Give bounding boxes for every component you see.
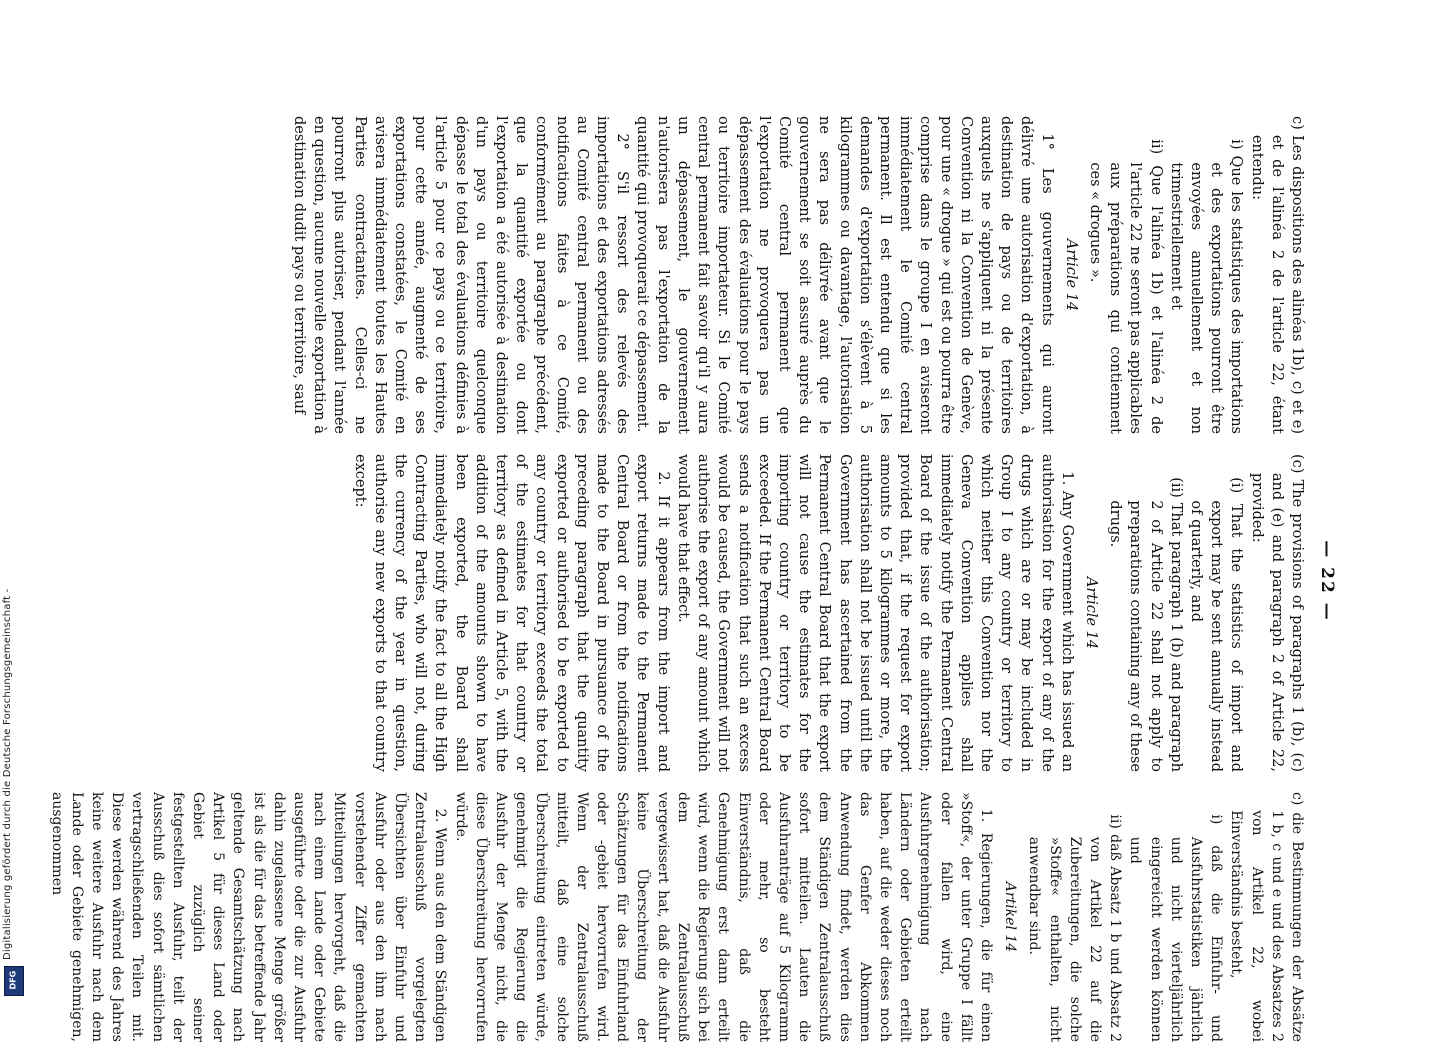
de-clause-c-ii: ii) daß Absatz 1 b und Absatz 2 von Artikel 22 auf die Zubereitungen, die solche »Stoffe« enthalten, nicht anwendbar sind. (1026, 814, 1124, 1042)
german-column (46, 792, 1307, 1042)
dfg-logo-icon (4, 966, 24, 996)
en-clause-c-ii: (ii) That paragraph 1 (b) and paragraph 2 of Article 22 shall not apply to preparations containing any of these drugs. (1107, 477, 1184, 772)
en-clause-c-i: (i) That the statistics of import and export may be sent annually instead of quarterly, and (1187, 477, 1245, 772)
rotated-document-page (48, 116, 1337, 1046)
fr-paragraph-1: 1° Les gouvernements qui auront délivré une autorisation d'exportation, à destination de pays ou de territoires auxquels ne s'appliquent ni la présente Convention ni la Convention de Genève, pour une « drogue » qui est ou pourra être comprise dans le groupe I en aviseront immédiatement le Comité central permanent. Il est entendu que si les demandes d'exportation s'élèvent à 5 kilogrammes ou davantage, l'autorisation ne sera pas délivrée avant que le gouvernement se soit assuré auprès du Comité central permanent que l'exportation ne provoquera pas un dépassement des évaluations pour le pays ou territoire importateur. Si le Comité central permanent fait savoir qu'il y aura un dépassement, le gouvernement n'autorisera pas l'exportation de la quantité qui provoquerait ce dépassement. (634, 116, 1055, 434)
de-clause-c-i: i) daß die Einfuhr- und Ausfuhrstatistiken jährlich und nicht vierteljährlich eingereicht werden können und (1127, 814, 1225, 1042)
en-clause-c: (c) The provisions of paragraphs 1 (b), (c) and (e) and paragraph 2 of Article 22, provided: (1248, 454, 1305, 772)
page-number: — 22 — (1317, 540, 1337, 622)
digitization-credit: Digitalisierung gefördert durch die Deutsche Forschungsgemeinschaft - (2, 588, 13, 960)
en-article-heading: Article 14 (1082, 576, 1099, 650)
en-paragraph-2: 2. If it appears from the import and export returns made to the Permanent Central Board or from the notifications made to the Board in pursuance of the preceding paragraph that the quantity exported or authorised to be exported to any country or territory exceeds the total of the estimates for that country or territory as defined in Article 5, with the addition of the amounts shown to have been exported, the Board shall immediately notify the fact to all the High Contracting Parties, who will not, during the currency of the year in question, authorise any new exports to that country except: (351, 454, 671, 772)
french-column (289, 116, 1307, 434)
de-clause-c: c) die Bestimmungen der Absätze 1 b, c und e und des Absatzes 2 von Artikel 22, wobei Einverständnis besteht, (1228, 792, 1305, 1042)
digitization-footer (0, 0, 26, 1000)
fr-clause-c: c) Les dispositions des alinéas 1b), c) et e) et de l'alinéa 2 de l'article 22, étant entendu: (1248, 116, 1305, 434)
fr-clause-c-ii: ii) Que l'alinéa 1b) et l'alinéa 2 de l'article 22 ne seront pas applicables aux préparations qui contiennent ces « drogues ». (1086, 139, 1164, 434)
de-paragraph-2: 2. Wenn aus den dem Ständigen Zentralausschuß vorgelegten Übersichten über Einfuhr und Ausfuhr oder aus den ihm nach vorstehender Ziffer gemachten Mitteilungen hervorgeht, daß die nach einem Lande oder Gebiete ausgeführte oder die zur Ausfuhr dahin zugelassene Menge größer ist als die für das betreffende Jahr geltende Gesamtschätzung nach Artikel 5 für dieses Land oder Gebiet zuzüglich seiner festgestellten Ausfuhr, teilt der Ausschuß dies sofort sämtlichen vertragschließenden Teilen mit. Diese werden während des Jahres keine weitere Ausfuhr nach dem Lande oder Gebiete genehmigen, ausgenommen (48, 792, 449, 1042)
de-paragraph-1: 1. Regierungen, die für einen »Stoff«, der unter Gruppe I fällt oder fallen wird, eine Ausfuhrgenehmigung nach Ländern oder Gebieten erteilt haben, auf die weder dieses noch das Genfer Abkommen Anwendung findet, werden dies dem Ständigen Zentralausschuß sofort mitteilen. Lauten die Ausfuhranträge auf 5 Kilogramm oder mehr, so besteht Einverständnis, daß die Genehmigung erst dann erteilt wird, wenn die Regierung sich bei dem Zentralausschuß vergewissert hat, daß die Ausfuhr keine Überschreitung der Schätzungen für das Einfuhrland oder -gebiet hervorrufen wird. Wenn der Zentralausschuß mitteilt, daß eine solche Überschreitung eintreten würde, genehmigt die Regierung die Ausfuhr der Menge nicht, die diese Überschreitung hervorrufen würde. (452, 792, 994, 1042)
fr-paragraph-2: 2° S'il ressort des relevés des importations et des exportations adressés au Comité central permanent ou des notifications faites à ce Comité, conformément au paragraphe précédent, que la quantité exportée ou dont l'exportation a été autorisée à destination d'un pays ou territoire quelconque dépasse le total des évaluations définies à l'article 5 pour ce pays ou ce territoire, pour cette année, augmenté de ses exportations constatées, le Comité en avisera immédiatement toutes les Hautes Parties contractantes. Celles-ci ne pourront plus autoriser, pendant l'année en question, aucune nouvelle exportation à destination dudit pays ou territoire, sauf (291, 116, 631, 434)
dfg-logo-text: DFG (8, 970, 18, 990)
de-article-heading: Artikel 14 (1002, 881, 1019, 953)
english-column (349, 454, 1307, 772)
fr-article-heading: Article 14 (1062, 238, 1079, 312)
en-paragraph-1: 1. Any Government which has issued an authorisation for the export of any of the drugs which are or may be included in Group I to any country or territory to which neither this Convention nor the Geneva Convention applies shall immediately notify the Permanent Central Board of the issue of the authorisation; provided that, if the request for export amounts to 5 kilogrammes or more, the authorisation shall not be issued until the Government has ascertained from the Permanent Central Board that the export will not cause the estimates for the importing country or territory to be exceeded. If the Permanent Central Board sends a notification that such an excess would be caused, the Government will not authorise the export of any amount which would have that effect. (674, 454, 1075, 772)
fr-clause-c-i: i) Que les statistiques des importations et des exportations pourront être envoyées annuellement et non trimestriellement et (1167, 139, 1245, 434)
